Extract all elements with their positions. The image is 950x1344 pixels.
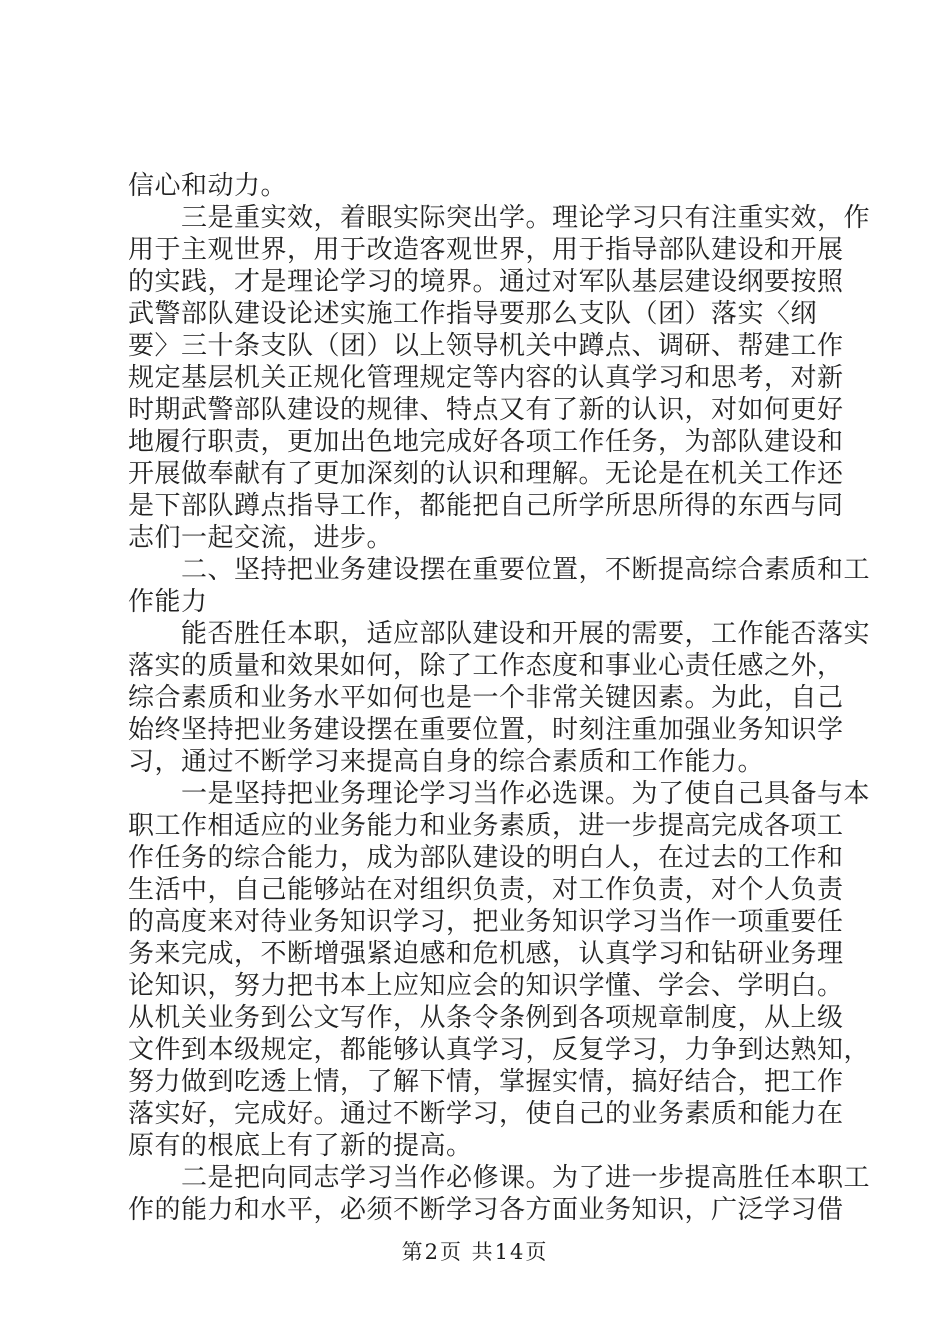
text-line: 从机关业务到公文写作，从条令条例到各项规章制度，从上级 <box>128 1003 844 1033</box>
text-line: 武警部队建设论述实施工作指导要那么支队（团）落实〈纲 <box>128 299 818 329</box>
text-line: 的实践，才是理论学习的境界。通过对军队基层建设纲要按照 <box>128 267 844 297</box>
text-line: 作能力 <box>128 587 208 617</box>
text-line: 二、坚持把业务建设摆在重要位置，不断提高综合素质和工 <box>128 555 871 585</box>
text-line: 开展做奉献有了更加深刻的认识和理解。无论是在机关工作还 <box>128 459 844 489</box>
text-line: 务来完成，不断增强紧迫感和危机感，认真学习和钻研业务理 <box>128 939 844 969</box>
text-line: 能否胜任本职，适应部队建设和开展的需要，工作能否落实 <box>128 619 871 649</box>
text-line: 信心和动力。 <box>128 171 288 201</box>
text-line: 作任务的综合能力，成为部队建设的明白人，在过去的工作和 <box>128 843 844 873</box>
text-line: 原有的根底上有了新的提高。 <box>128 1131 473 1161</box>
text-line: 习，通过不断学习来提高自身的综合素质和工作能力。 <box>128 747 765 777</box>
text-line: 用于主观世界，用于改造客观世界，用于指导部队建设和开展 <box>128 235 844 265</box>
text-line: 落实的质量和效果如何，除了工作态度和事业心责任感之外， <box>128 651 844 681</box>
text-line: 的高度来对待业务知识学习，把业务知识学习当作一项重要任 <box>128 907 844 937</box>
text-line: 二是把向同志学习当作必修课。为了进一步提高胜任本职工 <box>128 1163 871 1193</box>
text-line: 落实好，完成好。通过不断学习，使自己的业务素质和能力在 <box>128 1099 844 1129</box>
text-line: 规定基层机关正规化管理规定等内容的认真学习和思考，对新 <box>128 363 844 393</box>
text-line: 是下部队蹲点指导工作，都能把自己所学所思所得的东西与同 <box>128 491 844 521</box>
text-line: 始终坚持把业务建设摆在重要位置，时刻注重加强业务知识学 <box>128 715 844 745</box>
text-line: 志们一起交流，进步。 <box>128 523 394 553</box>
text-line: 论知识，努力把书本上应知应会的知识学懂、学会、学明白。 <box>128 971 844 1001</box>
text-line: 职工作相适应的业务能力和业务素质，进一步提高完成各项工 <box>128 811 844 841</box>
text-line: 三是重实效，着眼实际突出学。理论学习只有注重实效，作 <box>128 203 871 233</box>
page-footer: 第2页 共14页 <box>401 1240 549 1264</box>
document-body <box>128 170 871 1226</box>
text-line: 要〉三十条支队（团）以上领导机关中蹲点、调研、帮建工作 <box>128 331 844 361</box>
text-line: 一是坚持把业务理论学习当作必选课。为了使自己具备与本 <box>128 779 871 809</box>
text-line: 生活中，自己能够站在对组织负责，对工作负责，对个人负责 <box>128 875 844 905</box>
text-line: 努力做到吃透上情，了解下情，掌握实情，搞好结合，把工作 <box>128 1067 844 1097</box>
text-line: 文件到本级规定，都能够认真学习，反复学习，力争到达熟知， <box>128 1035 871 1065</box>
text-line: 综合素质和业务水平如何也是一个非常关键因素。为此，自己 <box>128 683 844 713</box>
text-line: 地履行职责，更加出色地完成好各项工作任务，为部队建设和 <box>128 427 844 457</box>
text-line: 作的能力和水平，必须不断学习各方面业务知识，广泛学习借 <box>128 1195 844 1225</box>
text-line: 时期武警部队建设的规律、特点又有了新的认识，对如何更好 <box>128 395 844 425</box>
